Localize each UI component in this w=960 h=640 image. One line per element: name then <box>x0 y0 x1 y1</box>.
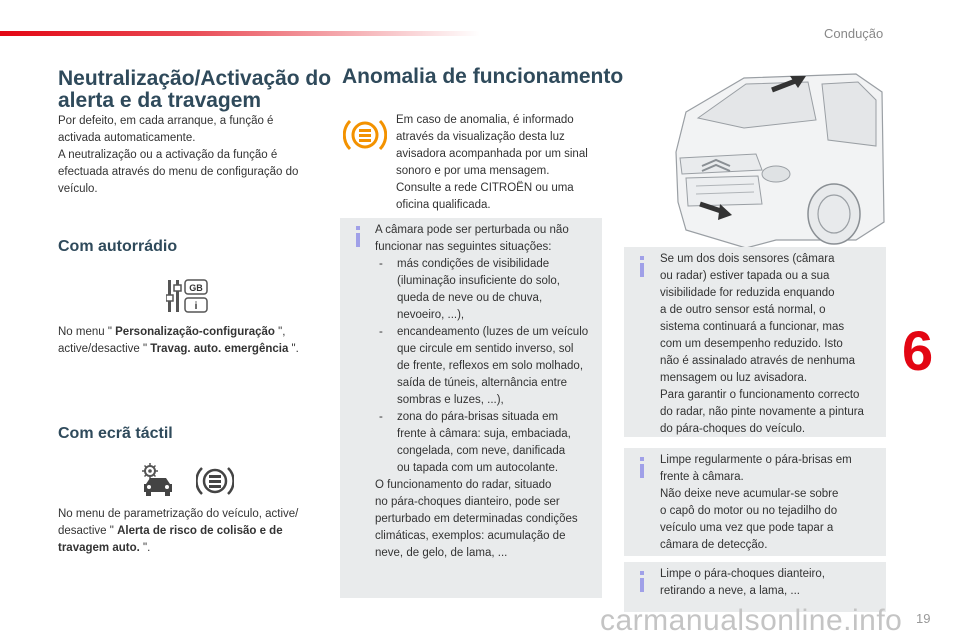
list-item: - zona do pára-brisas situada em frente à câmara: suja, embaciada, congelada, com neve, danificada ou tapada com um autocolante. <box>375 409 600 477</box>
warning-text: Em caso de anomalia, é informado através da visualização desta luz avisadora acompanhada por um sinal sonoro e por uma mensagem. Consulte a rede CITROËN ou uma oficina qualificada. <box>396 114 588 211</box>
menu-name: Personalização-configuração <box>115 326 275 338</box>
car-settings-icon <box>140 462 176 498</box>
header-accent-bar <box>0 31 480 36</box>
left-intro: Por defeito, em cada arranque, a função é activada automaticamente. A neutralização ou a activação da função é efectuada através do menu de configuração do veículo. <box>58 115 299 195</box>
brake-warning-icon <box>196 462 234 500</box>
left-title: Neutralização/Activação do alerta e da travagem <box>58 67 332 112</box>
touch-heading: Com ecrã táctil <box>58 425 173 442</box>
option-name-2: travagem auto. <box>58 542 140 554</box>
chapter-number: 6 <box>902 319 934 382</box>
list-item: - más condições de visibilidade (iluminação insuficiente do solo, queda de neve ou de chuva, nevoeiro, ...), <box>375 256 600 324</box>
section-label: Condução <box>824 26 884 41</box>
info-icon <box>356 233 360 247</box>
info-icon-dot <box>640 256 644 260</box>
bumper-info-text: Limpe o pára-choques dianteiro, retirando a neve, a lama, ... <box>660 568 825 597</box>
info-icon-dot <box>356 226 360 230</box>
info-icon-dot <box>640 457 644 461</box>
camera-disturbance-text: A câmara pode ser perturbada ou não funcionar nas seguintes situações: - más condições de visibilidade (iluminação insuficiente do solo, queda de neve ou de chuva, nevoeiro, ...), - encandeamento (luzes de um veículo que circule em sentido inverso, sol de frente, reflexos em solo molhado, saída de túneis, alternância entre sombras e luzes, ...), - zona do pára-brisas situada em frente à câmara: suja, embaciada, congelada, com neve, danificada ou tapada com um autocolante. O funcionamento do radar, situado no pára-choques dianteiro, pode ser perturbado em determinadas condições climáticas, exemplos: acumulação de neve, de gelo, de lama, ... <box>375 222 600 562</box>
info-icon <box>640 464 644 478</box>
warning-lamp-icon <box>343 116 387 154</box>
middle-title: Anomalia de funcionamento <box>342 65 624 88</box>
list-item: - encandeamento (luzes de um veículo que circule em sentido inverso, sol de frente, reflexos em solo molhado, saída de túneis, alternância entre sombras e luzes, ...), <box>375 324 600 409</box>
option-name-1: Alerta de risco de colisão e de <box>117 525 283 537</box>
touch-text: No menu de parametrização do veículo, active/ desactive " Alerta de risco de colisão e de travagem auto. ". <box>58 508 299 554</box>
info-icon <box>640 578 644 592</box>
van-illustration <box>626 62 888 248</box>
windscreen-info-text: Limpe regularmente o pára-brisas em frente à câmara. Não deixe neve acumular-se sobre o capô do motor ou no tejadilho do veículo uma vez que pode tapar a câmara de detecção. <box>660 454 852 551</box>
info-icon-dot <box>640 571 644 575</box>
watermark: carmanualsonline.info <box>600 604 903 637</box>
badge-bottom-label: i <box>194 301 198 312</box>
settings-sliders-icon <box>166 277 212 315</box>
radio-text: No menu " Personalização-configuração ", active/desactive " Travag. auto. emergência ". <box>58 326 299 355</box>
info-icon <box>640 263 644 277</box>
sensor-info-text: Se um dos dois sensores (câmara ou radar) estiver tapada ou a sua visibilidade for reduzida enquando a de outro sensor está normal, o sistema continuará a funcionar, mas com um desempenho reduzido. Isto não é assinalado através de nenhuma mensagem ou luz avisadora. Para garantir o funcionamento correcto do radar, não pinte novamente a pintura do pára-choques do veículo. <box>660 253 864 435</box>
page-number: 19 <box>916 611 931 626</box>
radio-heading: Com autorrádio <box>58 238 178 255</box>
option-name: Travag. auto. emergência <box>150 343 289 355</box>
badge-top-label: GB <box>189 283 203 293</box>
